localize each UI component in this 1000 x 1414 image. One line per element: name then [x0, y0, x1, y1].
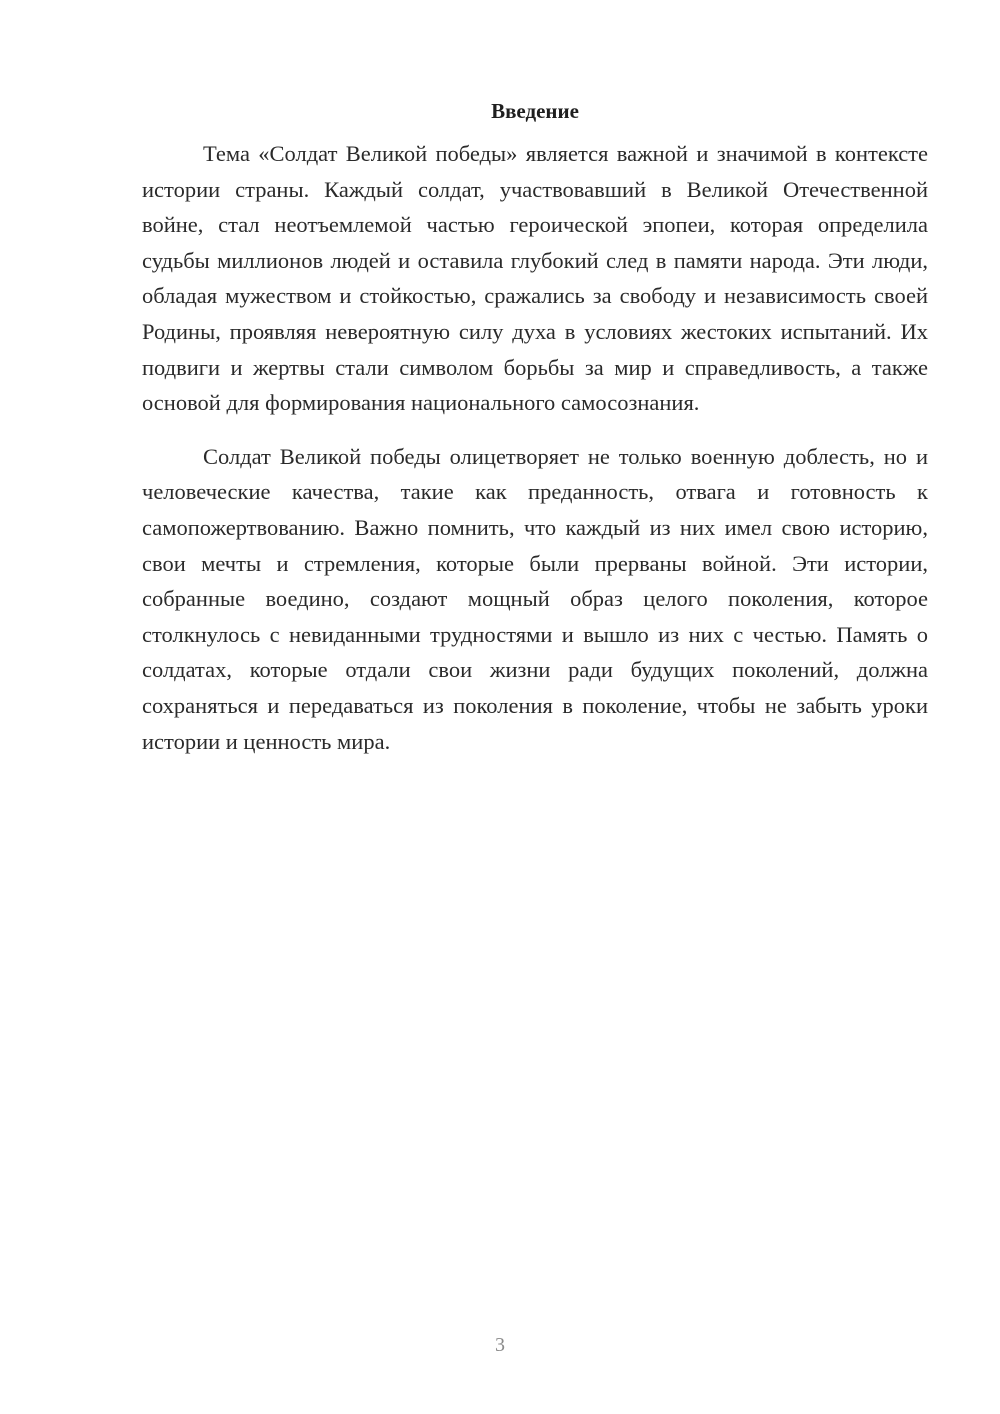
section-title: Введение: [491, 99, 579, 123]
page-number: 3: [495, 1334, 505, 1356]
page-content: [142, 96, 928, 759]
paragraph: Тема «Солдат Великой победы» является важной и значимой в контексте истории страны. Каждый солдат, участвовавший в Великой Отечественной войне, стал неотъемлемой частью героической эпопеи, которая определила судьбы миллионов людей и оставила глубокий след в памяти народа. Эти люди, обладая мужеством и стойкостью, сражались за свободу и независимость своей Родины, проявляя невероятную силу духа в условиях жестоких испытаний. Их подвиги и жертвы стали символом борьбы за мир и справедливость, а также основой для формирования национального самосознания.: [142, 141, 928, 416]
paragraph: Солдат Великой победы олицетворяет не только военную доблесть, но и человеческие качества, такие как преданность, отвага и готовность к самопожертвованию. Важно помнить, что каждый из них имел свою историю, свои мечты и стремления, которые были прерваны войной. Эти истории, собранные воедино, создают мощный образ целого поколения, которое столкнулось с невиданными трудностями и вышло из них с честью. Память о солдатах, которые отдали свои жизни ради будущих поколений, должна сохраняться и передаваться из поколения в поколение, чтобы не забыть уроки истории и ценность мира.: [142, 443, 928, 754]
